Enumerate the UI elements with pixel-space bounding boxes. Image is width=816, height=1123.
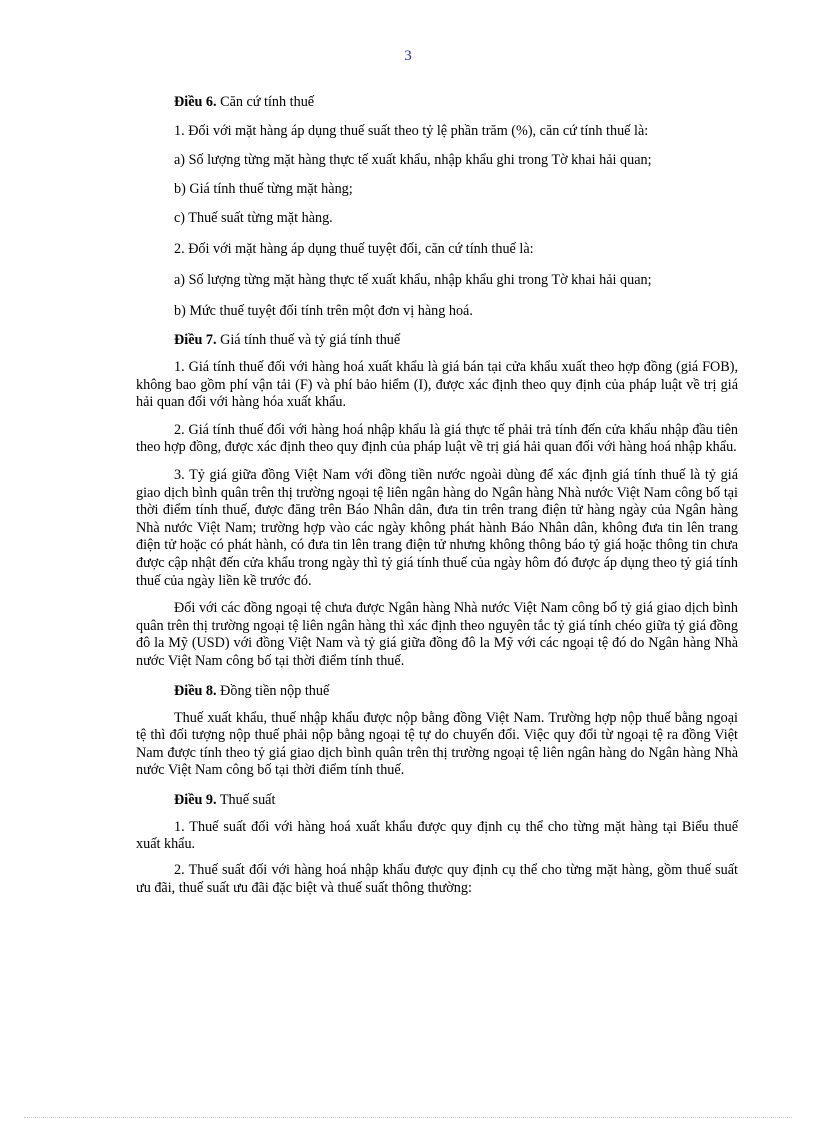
article-7-number: Điều 7. (174, 332, 217, 348)
article-9-paragraph: 2. Thuế suất đối với hàng hoá nhập khẩu được quy định cụ thể cho từng mặt hàng, gồm thuế suất ưu đãi, thuế suất ưu đãi đặc biệt và thuế suất thông thường: (136, 862, 738, 896)
article-9-heading (174, 790, 738, 810)
page-number: 3 (404, 48, 412, 64)
document-body (136, 92, 738, 905)
article-6-item: a) Số lượng từng mặt hàng thực tế xuất khẩu, nhập khẩu ghi trong Tờ khai hải quan; (174, 152, 652, 168)
article-9-paragraph: 1. Thuế suất đối với hàng hoá xuất khẩu được quy định cụ thể cho từng mặt hàng tại Biểu thuế xuất khẩu. (136, 818, 738, 853)
article-7-paragraph: 1. Giá tính thuế đối với hàng hoá xuất khẩu là giá bán tại cửa khẩu xuất theo hợp đồng (giá FOB), không bao gồm phí vận tải (F) và phí bảo hiểm (I), được xác định theo quy định của pháp luật về trị giá hải quan đối với hàng hóa xuất khẩu. (136, 359, 738, 411)
article-6-title: Căn cứ tính thuế (216, 94, 315, 110)
article-7-heading (174, 330, 738, 350)
article-7-paragraph: 3. Tỷ giá giữa đồng Việt Nam với đồng tiền nước ngoài dùng để xác định giá tính thuế là tỷ giá giao dịch bình quân trên thị trường ngoại tệ liên ngân hàng do Ngân hàng Nhà nước Việt Nam công bố tại thời điểm tính thuế, được đăng trên Báo Nhân dân, đưa tin trên trang điện tử hàng ngày của Ngân hàng Nhà nước Việt Nam; trường hợp vào các ngày không phát hành Báo Nhân dân, không đưa tin lên trang điện tử hoặc có phát hành, có đưa tin lên trang điện tử nhưng không thông báo tỷ giá hoặc thông tin chưa được cập nhật đến cửa khẩu trong ngày thì tỷ giá tính thuế của ngày hôm đó được áp dụng theo tỷ giá tính thuế của ngày liền kề trước đó. (136, 466, 738, 589)
article-9-number: Điều 9. (174, 791, 217, 808)
article-6-item: 1. Đối với mặt hàng áp dụng thuế suất theo tỷ lệ phần trăm (%), căn cứ tính thuế là: (174, 123, 649, 139)
article-6-item: c) Thuế suất từng mặt hàng. (174, 210, 333, 226)
page-bottom-divider (24, 1117, 792, 1118)
article-8-heading (174, 681, 738, 701)
article-6-heading (174, 92, 738, 112)
article-6-number: Điều 6. (174, 94, 217, 110)
article-7-paragraph: Đối với các đồng ngoại tệ chưa được Ngân hàng Nhà nước Việt Nam công bố tỷ giá giao dịch bình quân trên thị trường ngoại tệ liên ngân hàng thì xác định theo nguyên tắc tỷ giá tính chéo giữa tỷ giá đồng đô la Mỹ (USD) với đồng Việt Nam và tỷ giá giữa đồng đô la Mỹ với các ngoại tệ đó do Ngân hàng Nhà nước Việt Nam công bố tại thời điểm tính thuế. (136, 600, 738, 669)
article-6-item: 2. Đối với mặt hàng áp dụng thuế tuyệt đối, căn cứ tính thuế là: (174, 241, 534, 257)
article-8-paragraph: Thuế xuất khẩu, thuế nhập khẩu được nộp bằng đồng Việt Nam. Trường hợp nộp thuế bằng ngoại tệ thì đối tượng nộp thuế phải nộp bằng ngoại tệ tự do chuyển đổi. Việc quy đổi từ ngoại tệ ra đồng Việt Nam được tính theo tỷ giá giao dịch bình quân trên thị trường ngoại tệ liên ngân hàng do Ngân hàng Nhà nước Việt Nam công bố tại thời điểm tính thuế. (136, 709, 738, 779)
article-7-paragraph: 2. Giá tính thuế đối với hàng hoá nhập khẩu là giá thực tế phải trả tính đến cửa khẩu nhập đầu tiên theo hợp đồng, được xác định theo quy định của pháp luật về trị giá hải quan đối với hàng hoá nhập khẩu. (136, 421, 738, 456)
article-6-item: a) Số lượng từng mặt hàng thực tế xuất khẩu, nhập khẩu ghi trong Tờ khai hải quan; (174, 272, 652, 288)
article-8-number: Điều 8. (174, 682, 217, 699)
article-7-title: Giá tính thuế và tỷ giá tính thuế (216, 332, 401, 348)
article-6-item: b) Giá tính thuế từng mặt hàng; (174, 181, 353, 197)
article-8-title: Đồng tiền nộp thuế (216, 682, 330, 699)
article-9-title: Thuế suất (216, 791, 276, 808)
article-6-item: b) Mức thuế tuyệt đối tính trên một đơn vị hàng hoá. (174, 303, 473, 319)
